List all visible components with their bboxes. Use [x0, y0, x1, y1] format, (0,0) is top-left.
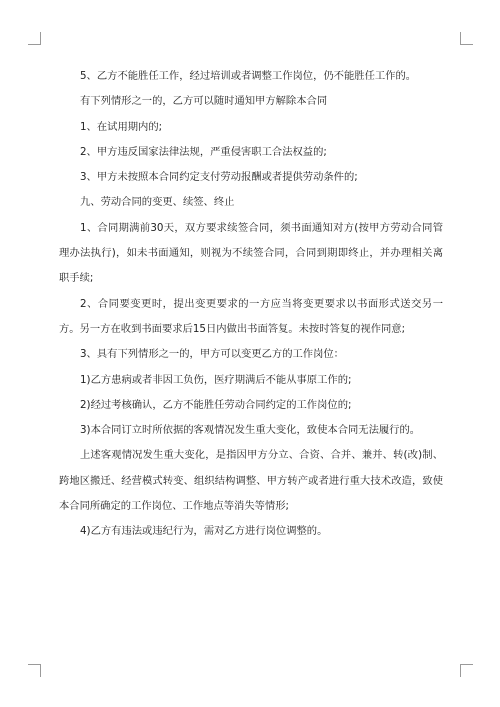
crop-mark-bottom-right — [460, 664, 473, 677]
paragraph: 5、乙方不能胜任工作，经过培训或者调整工作岗位，仍不能胜任工作的。 — [80, 70, 417, 82]
paragraph: 3、甲方未按照本合同约定支付劳动报酬或者提供劳动条件的; — [80, 171, 358, 184]
paragraph: 1、合同期满前30天，双方要求续签合同，须书面通知对方(按甲方劳动合同管理办法执行)，如未书面通知，则视为不续签合同，合同到期即终止，并办理相关离职手续; — [59, 221, 443, 285]
crop-mark-top-right — [460, 32, 473, 45]
crop-mark-bottom-left — [28, 664, 41, 677]
paragraph: 3、具有下列情形之一的，甲方可以变更乙方的工作岗位： — [80, 348, 344, 361]
paragraph: 1、在试用期内的; — [80, 120, 163, 133]
paragraph: 1)乙方患病或者非因工负伤，医疗期满后不能从事原工作的; — [80, 373, 352, 386]
crop-mark-top-left — [28, 32, 41, 45]
paragraph: 3)本合同订立时所依据的客观情况发生重大变化，致使本合同无法履行的。 — [80, 424, 421, 437]
paragraph: 2、合同要变更时，提出变更要求的一方应当将变更要求以书面形式送交另一方。另一方在收到书面要求后15日内做出书面答复。未按时答复的视作同意; — [59, 297, 443, 335]
section-heading: 九、劳动合同的变更、续签、终止 — [80, 196, 235, 209]
paragraph: 4)乙方有违法或违纪行为，需对乙方进行岗位调整的。 — [80, 525, 328, 538]
paragraph: 有下列情形之一的，乙方可以随时通知甲方解除本合同 — [80, 95, 328, 108]
paragraph: 2、甲方违反国家法律法规，严重侵害职工合法权益的; — [80, 145, 327, 158]
paragraph: 2)经过考核确认，乙方不能胜任劳动合同约定的工作岗位的; — [80, 398, 352, 411]
paragraph: 上述客观情况发生重大变化，是指因甲方分立、合资、合并、兼并、转(改)制、跨地区搬迁、经营模式转变、组织结构调整、甲方转产或者进行重大技术改造，致使本合同所确定的工作岗位、工作地点等消失等情形; — [59, 449, 443, 513]
document-body — [59, 64, 443, 545]
